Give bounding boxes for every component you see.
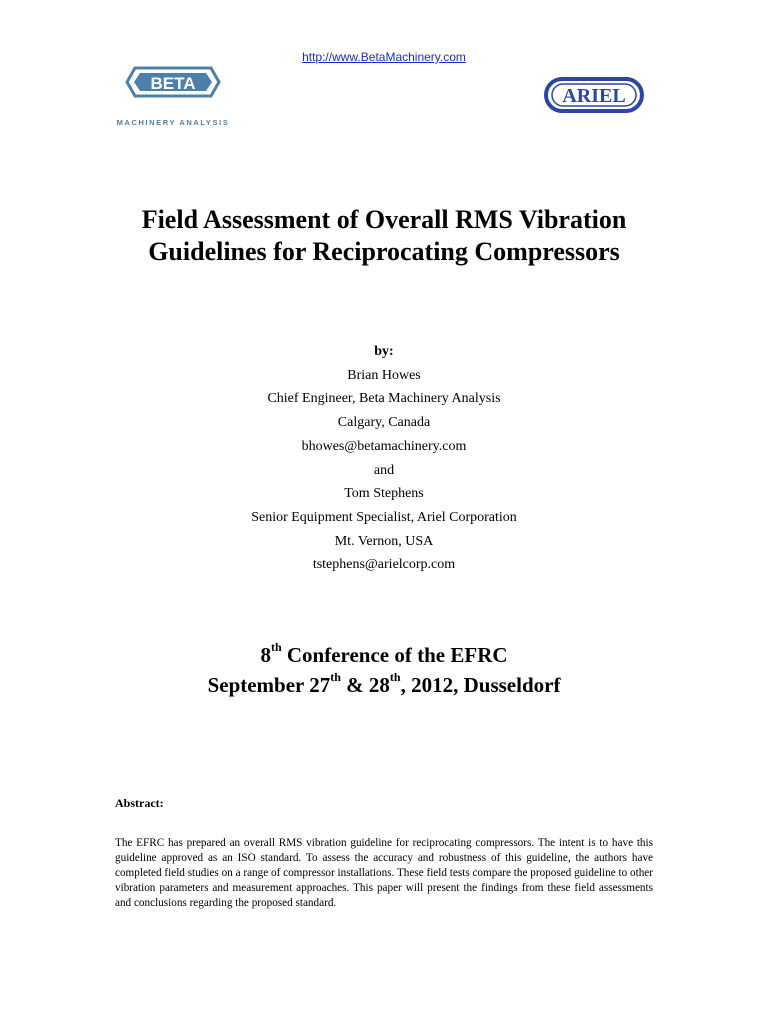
beta-machinery-logo <box>107 66 239 130</box>
website-link[interactable]: http://www.BetaMachinery.com <box>302 50 466 64</box>
author-2-name: Tom Stephens <box>344 486 424 502</box>
abstract-text: The EFRC has prepared an overall RMS vibration guideline for reciprocating compressors. The intent is to have this guideline approved as an ISO standard. To assess the accuracy and robustness of this guideline, the authors have completed field studies on a range of compressor installations. These field tests compare the proposed guideline to other vibration parameters and measurement approaches. This paper will present the findings from these field assessments and conclusions regarding the proposed standard. <box>115 837 653 909</box>
author-2-email[interactable]: tstephens@arielcorp.com <box>312 557 456 573</box>
author-2-location: Mt. Vernon, USA <box>334 533 434 549</box>
conference-title: Conference of the EFRC <box>281 643 508 667</box>
date-end: & 28 <box>340 673 390 697</box>
conference-number: 8 <box>260 643 271 667</box>
svg-text:BETA: BETA <box>150 74 196 93</box>
author-block <box>0 340 768 577</box>
svg-text:ARIEL: ARIEL <box>562 85 626 107</box>
ariel-logo <box>538 74 650 116</box>
and-label: and <box>373 462 395 478</box>
conference-number-suffix: th <box>270 640 282 654</box>
author-1-name: Brian Howes <box>347 367 421 383</box>
date-start: September 27 <box>207 673 331 697</box>
date-start-suffix: th <box>330 670 341 684</box>
date-end-suffix: th <box>389 670 401 684</box>
title-line-2: Guidelines for Reciprocating Compressors <box>148 237 620 266</box>
svg-text:MACHINERY ANALYSIS: MACHINERY ANALYSIS <box>116 118 230 127</box>
paper-title <box>0 204 768 268</box>
author-1-email[interactable]: bhowes@betamachinery.com <box>301 438 467 454</box>
conference-info <box>0 640 768 700</box>
conference-name <box>0 640 768 670</box>
by-label: by: <box>374 344 394 359</box>
author-1-position: Chief Engineer, Beta Machinery Analysis <box>267 391 501 407</box>
abstract-heading: Abstract: <box>115 796 164 810</box>
author-2-position: Senior Equipment Specialist, Ariel Corporation <box>251 509 517 525</box>
date-year-location: , 2012, Dusseldorf <box>400 673 561 697</box>
title-line-1: Field Assessment of Overall RMS Vibration <box>141 205 627 234</box>
conference-date <box>0 670 768 700</box>
author-1-location: Calgary, Canada <box>337 415 431 431</box>
